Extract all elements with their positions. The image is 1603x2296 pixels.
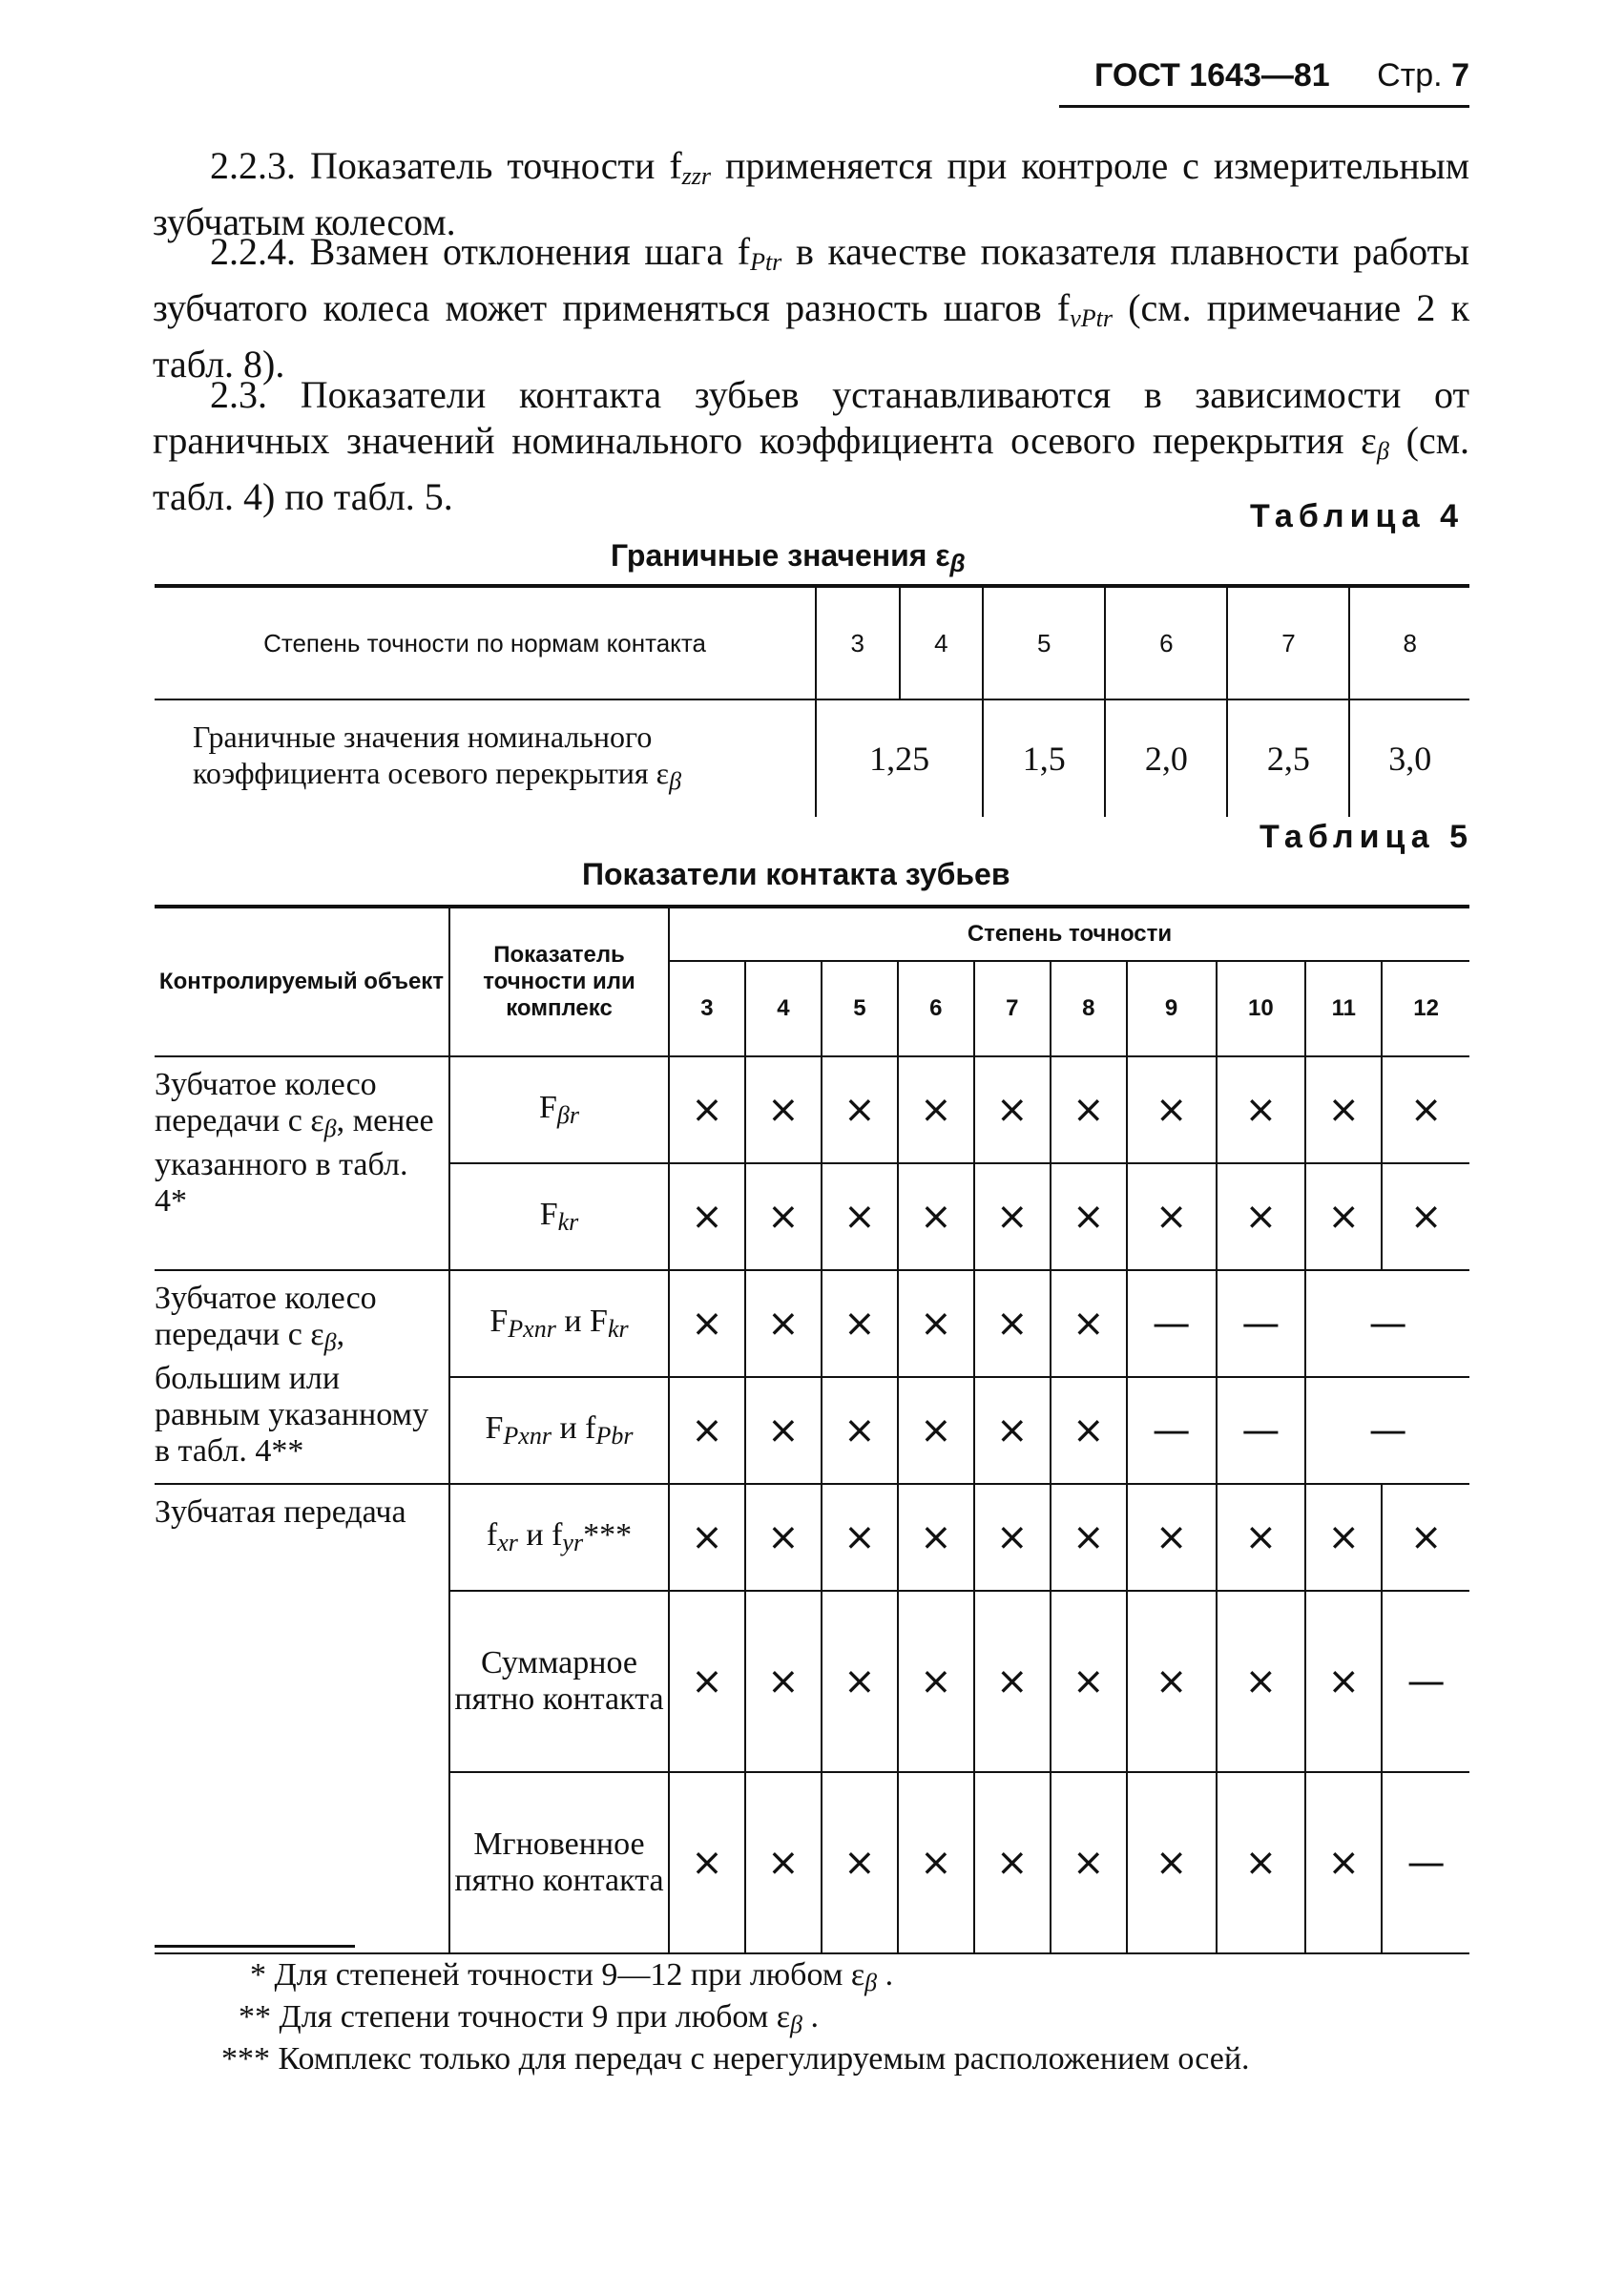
mark-cell: × [669,1056,745,1163]
mark-cell: × [745,1591,822,1772]
footnote-divider [155,1945,355,1948]
table5-title: Показатели контакта зубьев [582,857,1010,891]
degree-header: 10 [1217,961,1306,1056]
degree-header: 12 [1382,961,1469,1056]
mark-cell: — [1127,1377,1217,1484]
mark-cell: × [745,1163,822,1270]
mark-cell: × [1127,1772,1217,1953]
mark-cell: × [822,1484,898,1591]
mark-cell: × [898,1270,974,1377]
indicator-cell: Мгновенное пятно контакта [449,1772,669,1953]
mark-cell: — [1382,1591,1469,1772]
mark-cell: × [822,1056,898,1163]
mark-cell: × [898,1772,974,1953]
object-cell: Зубчатое колесо передачи с $\varepsilon_\beta$, менее указанного в табл. 4* [155,1056,449,1270]
mark-cell: × [898,1056,974,1163]
standard-number: ГОСТ 1643—81 [1094,57,1330,94]
paragraph-2-2-3: 2.2.3. Показатель точности $f_{zzr}$ применяется при контроле с измерительным зубчатым колесом. [153,144,1470,243]
mark-cell: × [1217,1772,1306,1953]
indicator-cell: $F_{\beta r}$ [449,1056,669,1163]
mark-cell: × [745,1270,822,1377]
mark-cell: × [669,1772,745,1953]
mark-cell: × [745,1377,822,1484]
footnote-2: ** Для степени точности 9 при любом $\varepsilon_\beta$ . [239,1999,819,2038]
footnote-3: *** Комплекс только для передач с нерегулируемым расположением осей. [221,2041,1250,2077]
mark-cell: × [974,1591,1051,1772]
mark-cell: × [1217,1591,1306,1772]
mark-cell: × [1127,1484,1217,1591]
col-indicator-header: Показатель точности или комплекс [449,907,669,1056]
mark-cell: — [1382,1772,1469,1953]
indicator-cell: $F_{Pxnr}$ и $F_{kr}$ [449,1270,669,1377]
mark-cell: × [974,1163,1051,1270]
table4-degree: 7 [1227,586,1349,699]
mark-cell: × [898,1163,974,1270]
mark-cell: × [1382,1056,1469,1163]
mark-cell: × [1305,1591,1382,1772]
degree-header: 11 [1305,961,1382,1056]
degree-header: 9 [1127,961,1217,1056]
object-cell: Зубчатая передача [155,1484,449,1953]
object-cell: Зубчатое колесо передачи с $\varepsilon_\beta$, большим или равным указанному в табл. 4** [155,1270,449,1484]
mark-cell: × [974,1484,1051,1591]
mark-cell: × [1217,1056,1306,1163]
mark-cell: × [1217,1163,1306,1270]
table4-value: 2,0 [1105,699,1227,817]
page-label: Стр. [1377,57,1443,94]
table-row [155,1270,1469,1377]
table-row [155,1484,1469,1591]
mark-cell: × [1305,1484,1382,1591]
paragraph-2-2-4: 2.2.4. Взамен отклонения шага $f_{Ptr}$ в качестве показателя плавности работы зубчатого колеса может применяться разность шагов $f_{vPtr}$ (см. примечание 2 к табл. 8). [153,230,1469,386]
mark-cell: × [1051,1163,1127,1270]
degree-header: 5 [822,961,898,1056]
table5-caption: Таблица 5 [1260,819,1474,855]
table4-value: 3,0 [1349,699,1469,817]
indicator-cell: $f_{xr}$ и $f_{yr}***$ [449,1484,669,1591]
mark-cell: × [1127,1163,1217,1270]
table4-degree: 6 [1105,586,1227,699]
degree-header: 6 [898,961,974,1056]
page-number: 7 [1451,57,1469,94]
mark-cell: × [1051,1484,1127,1591]
mark-cell: × [822,1163,898,1270]
mark-cell: × [745,1484,822,1591]
table4-header-label: Степень точности по нормам контакта [155,586,816,699]
degree-header: 7 [974,961,1051,1056]
mark-cell: × [745,1772,822,1953]
table-4 [155,584,1469,817]
table4-value: 2,5 [1227,699,1349,817]
mark-cell: × [1382,1163,1469,1270]
indicator-cell: $F_{kr}$ [449,1163,669,1270]
mark-cell: × [669,1163,745,1270]
mark-cell: × [1051,1772,1127,1953]
degree-header: 8 [1051,961,1127,1056]
table4-degree: 4 [900,586,984,699]
col-object-header: Контролируемый объект [155,907,449,1056]
degree-header: 4 [745,961,822,1056]
table4-degree: 8 [1349,586,1469,699]
mark-cell: × [974,1377,1051,1484]
table4-title: Граничные значения $\varepsilon_\beta$ [611,538,966,577]
col-degree-header: Степень точности [669,907,1469,961]
table4-degree: 5 [983,586,1105,699]
mark-cell: × [1051,1377,1127,1484]
mark-cell: × [1051,1591,1127,1772]
mark-cell: × [898,1484,974,1591]
mark-cell: × [974,1056,1051,1163]
mark-cell: — [1217,1270,1306,1377]
mark-cell: × [669,1591,745,1772]
mark-cell: × [974,1270,1051,1377]
paragraph-2-3: 2.3. Показатели контакта зубьев устанавливаются в зависимости от граничных значений номинального коэффициента осевого перекрытия $\varepsilon_\beta$ (см. табл. 4) по табл. 5. [153,373,1470,518]
table-row [155,1056,1469,1163]
mark-cell: × [1305,1772,1382,1953]
mark-cell: × [669,1484,745,1591]
table-5 [155,905,1469,1954]
table4-value: 1,25 [816,699,983,817]
table4-row-label: Граничные значения номинального коэффициента осевого перекрытия $\varepsilon_\beta$ [193,719,682,795]
mark-cell: × [1127,1056,1217,1163]
mark-cell: × [1382,1484,1469,1591]
mark-cell: × [822,1377,898,1484]
mark-cell: — [1305,1270,1469,1377]
mark-cell: × [669,1377,745,1484]
mark-cell: × [1051,1270,1127,1377]
mark-cell: — [1127,1270,1217,1377]
page-header [1059,57,1469,108]
mark-cell: × [745,1056,822,1163]
indicator-cell: Суммарное пятно контакта [449,1591,669,1772]
mark-cell: — [1305,1377,1469,1484]
footnote-1: * Для степеней точности 9—12 при любом $\varepsilon_\beta$ . [250,1957,894,1996]
mark-cell: × [822,1270,898,1377]
mark-cell: × [822,1591,898,1772]
table4-caption: Таблица 4 [1250,498,1465,534]
mark-cell: × [1217,1484,1306,1591]
mark-cell: × [898,1377,974,1484]
mark-cell: × [669,1270,745,1377]
mark-cell: × [1127,1591,1217,1772]
degree-header: 3 [669,961,745,1056]
mark-cell: × [974,1772,1051,1953]
mark-cell: × [822,1772,898,1953]
mark-cell: × [1305,1163,1382,1270]
mark-cell: × [898,1591,974,1772]
indicator-cell: $F_{Pxnr}$ и $f_{Pbr}$ [449,1377,669,1484]
mark-cell: × [1051,1056,1127,1163]
table4-degree: 3 [816,586,900,699]
mark-cell: — [1217,1377,1306,1484]
table4-value: 1,5 [983,699,1105,817]
mark-cell: × [1305,1056,1382,1163]
